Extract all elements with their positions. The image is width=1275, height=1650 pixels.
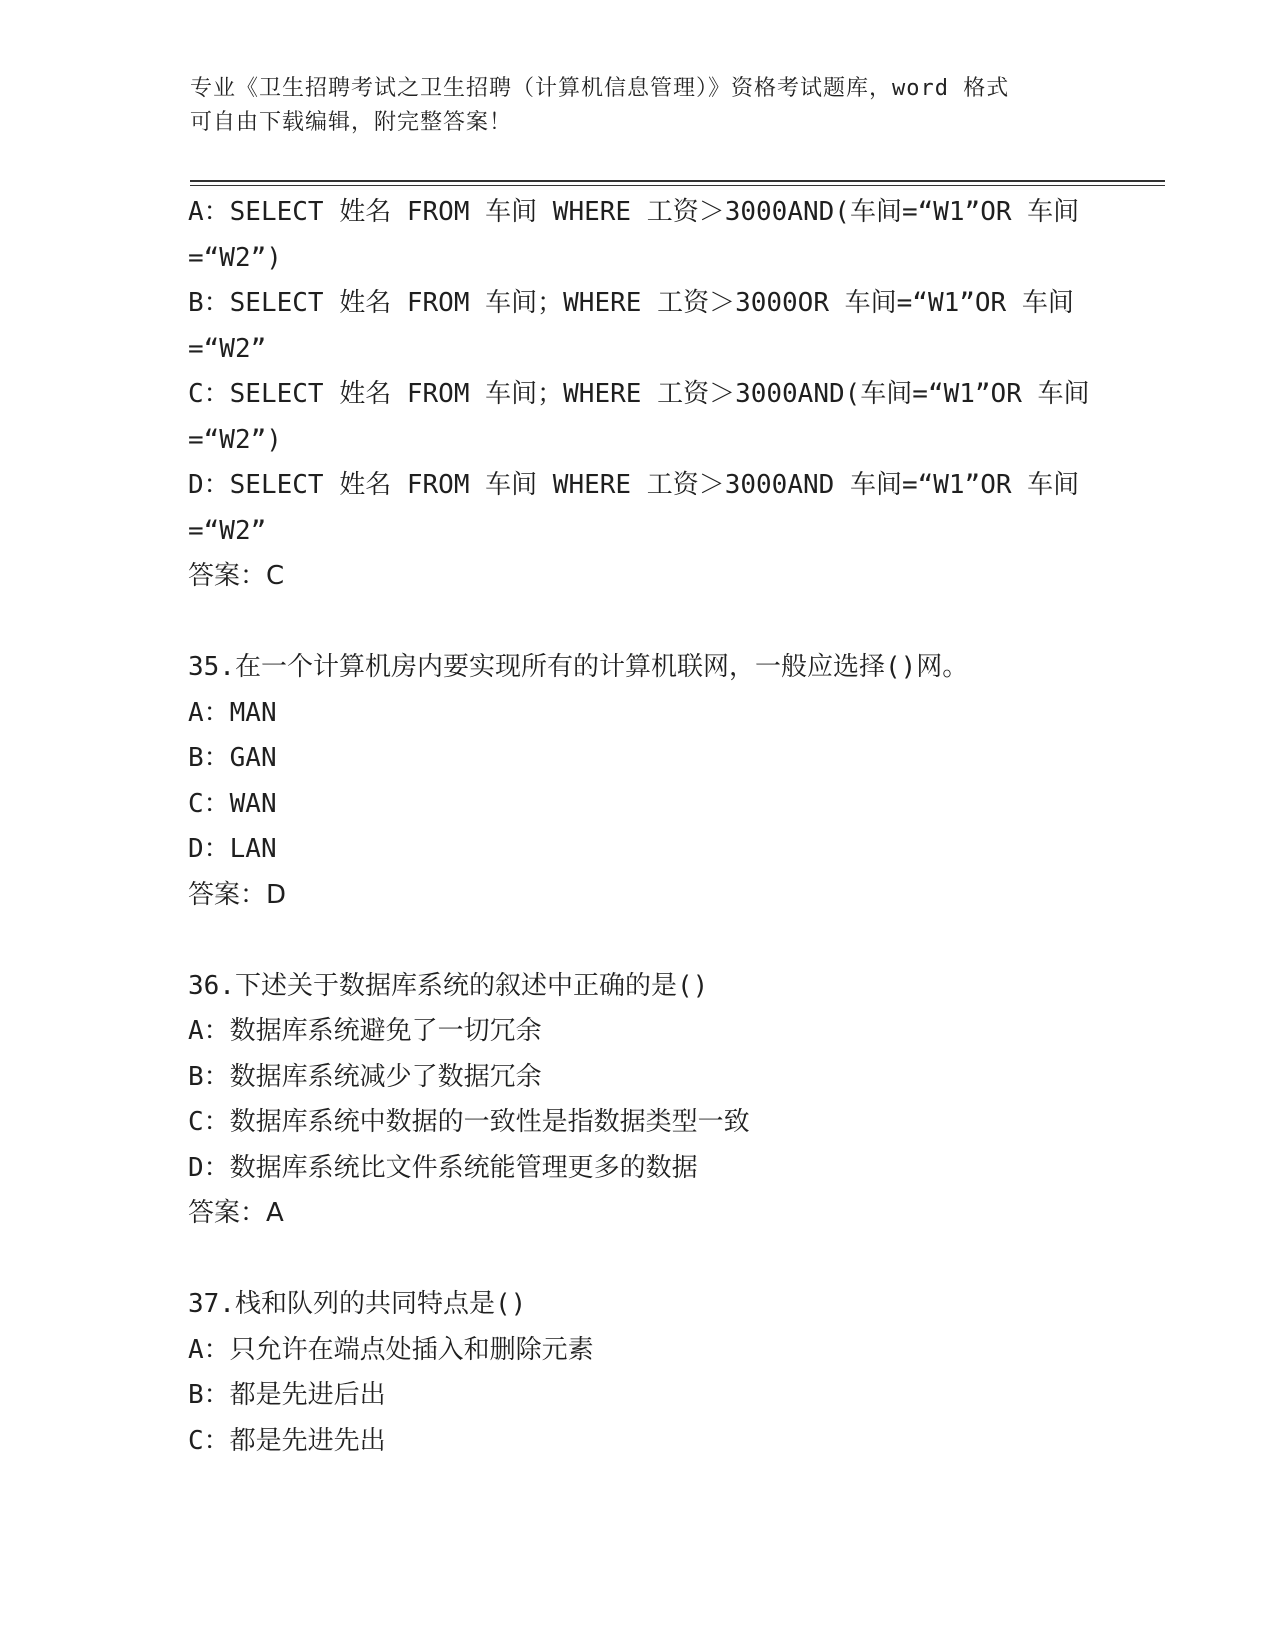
q34-answer: 答案：C	[188, 561, 285, 591]
header-rule-thin	[190, 185, 1165, 186]
q37-option-a: A：只允许在端点处插入和删除元素	[188, 1334, 594, 1365]
q34-option-d-line1: D：SELECT 姓名 FROM 车间 WHERE 工资＞3000AND 车间=“W1”OR 车间	[188, 470, 1080, 500]
q36-answer: 答案：A	[188, 1198, 284, 1228]
q34-option-c-line2: =“W2”)	[188, 424, 282, 455]
q35-option-c: C：WAN	[188, 788, 277, 819]
spacer	[188, 918, 1148, 964]
q34-option-b-line2: =“W2”	[188, 333, 267, 364]
q36-option-c: C：数据库系统中数据的一致性是指数据类型一致	[188, 1107, 750, 1137]
spacer	[188, 1237, 1148, 1283]
q35-option-a: A：MAN	[188, 697, 277, 728]
spacer	[188, 600, 1148, 646]
q36-option-b: B：数据库系统减少了数据冗余	[188, 1061, 542, 1092]
q35-option-b: B：GAN	[188, 743, 277, 773]
q34-option-b-line1: B：SELECT 姓名 FROM 车间；WHERE 工资＞3000OR 车间=“W1”OR 车间	[188, 288, 1074, 318]
q34-option-a-line2: =“W2”)	[188, 242, 282, 273]
q34-option-c-line1: C：SELECT 姓名 FROM 车间；WHERE 工资＞3000AND(车间=“W1”OR 车间	[188, 379, 1090, 409]
question-content	[188, 190, 1148, 1464]
q34-option-a-line1: A：SELECT 姓名 FROM 车间 WHERE 工资＞3000AND(车间=“W1”OR 车间	[188, 197, 1080, 227]
q37-option-b: B：都是先进后出	[188, 1380, 386, 1410]
q35-option-d: D：LAN	[188, 834, 277, 864]
header-line-1: 专业《卫生招聘考试之卫生招聘（计算机信息管理）》资格考试题库，word 格式	[190, 76, 1010, 101]
header-line-2: 可自由下载编辑，附完整答案！	[190, 110, 513, 135]
q35-question: 35.在一个计算机房内要实现所有的计算机联网，一般应选择()网。	[188, 652, 969, 682]
q36-option-d: D：数据库系统比文件系统能管理更多的数据	[188, 1152, 698, 1183]
q37-question: 37.栈和队列的共同特点是()	[188, 1289, 527, 1319]
document-header	[190, 72, 1090, 140]
header-rule-thick	[190, 180, 1165, 182]
q37-option-c: C：都是先进先出	[188, 1425, 386, 1456]
q35-answer: 答案：D	[188, 879, 287, 910]
q36-option-a: A：数据库系统避免了一切冗余	[188, 1016, 542, 1046]
q36-question: 36.下述关于数据库系统的叙述中正确的是()	[188, 970, 709, 1001]
q34-option-d-line2: =“W2”	[188, 515, 267, 546]
